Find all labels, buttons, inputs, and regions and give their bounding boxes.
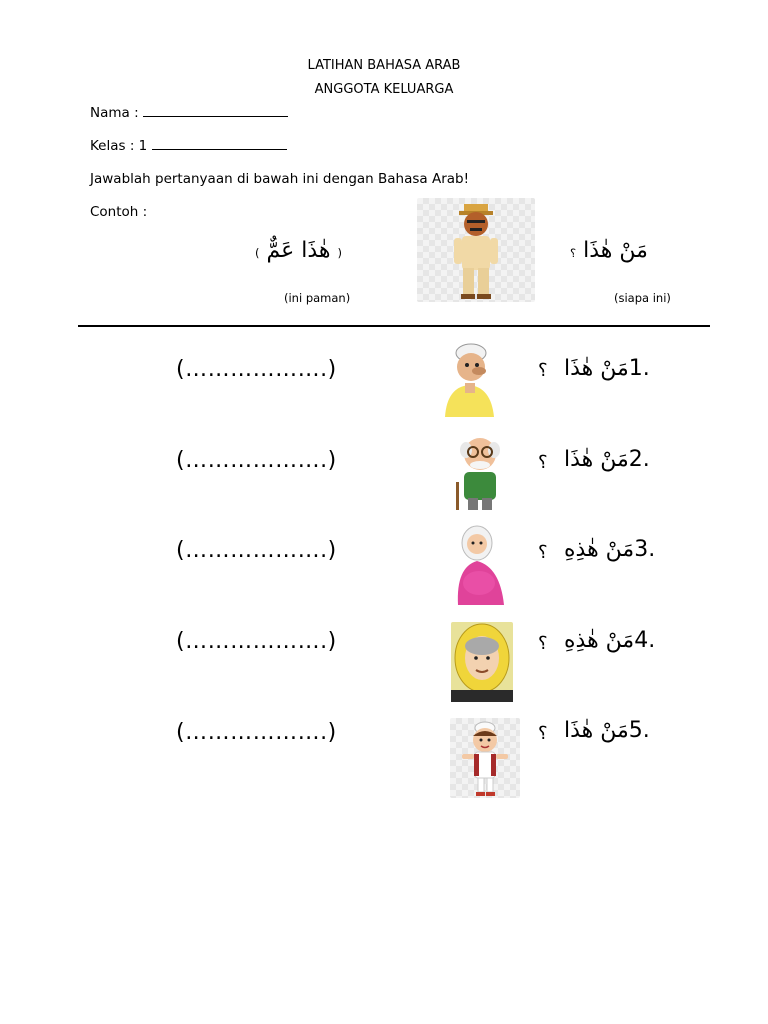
question-4-number: 4. [634, 628, 656, 653]
question-4 [564, 628, 655, 653]
answer-blank-3: (……………….) [176, 538, 337, 563]
question-1-number: 1. [628, 356, 650, 381]
example-question-mark: ؟ [570, 246, 577, 260]
question-2 [564, 447, 650, 472]
boy-kopiah-picture [450, 718, 520, 798]
example-answer-arabic: هٰذَا عَمٌّ [266, 238, 331, 263]
name-label: Nama : [90, 105, 139, 121]
question-mark-4: ؟ [538, 633, 548, 654]
question-mark-3: ؟ [538, 542, 548, 563]
old-man-cane-picture [444, 434, 515, 512]
answer-blank-2: (……………….) [176, 448, 337, 473]
name-field [90, 105, 288, 121]
class-label: Kelas : 1 [90, 138, 148, 154]
question-mark-2: ؟ [538, 452, 548, 473]
class-blank-line [152, 138, 287, 150]
class-field [90, 138, 287, 154]
grandfather-figure [441, 343, 496, 417]
old-man-figure [444, 434, 515, 512]
question-mark-1: ؟ [538, 360, 548, 381]
question-5-arabic: مَنْ هٰذَا [564, 718, 629, 743]
question-4-arabic: مَنْ هٰذِهِ [564, 628, 635, 653]
example-question-arabic: مَنْ هٰذَا [583, 238, 648, 263]
answer-blank-1: (……………….) [176, 357, 337, 382]
question-5-number: 5. [628, 718, 650, 743]
example-question-translation: (siapa ini) [614, 291, 671, 305]
pregnant-woman-figure [444, 523, 510, 605]
question-1 [564, 356, 650, 381]
uncle-picture [417, 198, 535, 302]
example-label: Contoh : [90, 204, 148, 220]
example-close-paren: ) [337, 246, 343, 260]
old-woman-hijab-picture [451, 622, 513, 702]
example-answer [255, 238, 342, 263]
question-2-number: 2. [628, 447, 650, 472]
question-mark-5: ؟ [538, 723, 548, 744]
answer-blank-5: (……………….) [176, 720, 337, 745]
question-1-arabic: مَنْ هٰذَا [564, 356, 629, 381]
example-open-paren: ( [255, 246, 260, 260]
question-3-number: 3. [634, 537, 656, 562]
old-woman-figure [451, 622, 513, 702]
question-3-arabic: مَنْ هٰذِهِ [564, 537, 635, 562]
grandfather-cap-picture [441, 343, 496, 417]
worksheet-title: LATIHAN BAHASA ARAB [307, 58, 461, 73]
section-divider [78, 325, 710, 327]
worksheet-subtitle: ANGGOTA KELUARGA [314, 82, 454, 97]
question-5 [564, 718, 650, 743]
uncle-figure [417, 198, 535, 302]
answer-blank-4: (……………….) [176, 629, 337, 654]
example-answer-translation: (ini paman) [284, 291, 351, 305]
instruction-text: Jawablah pertanyaan di bawah ini dengan Bahasa Arab! [90, 171, 470, 187]
question-2-arabic: مَنْ هٰذَا [564, 447, 629, 472]
question-3 [564, 537, 655, 562]
name-blank-line [143, 105, 288, 117]
pregnant-woman-hijab-picture [444, 523, 510, 605]
boy-figure [450, 718, 520, 798]
example-question [570, 238, 648, 263]
